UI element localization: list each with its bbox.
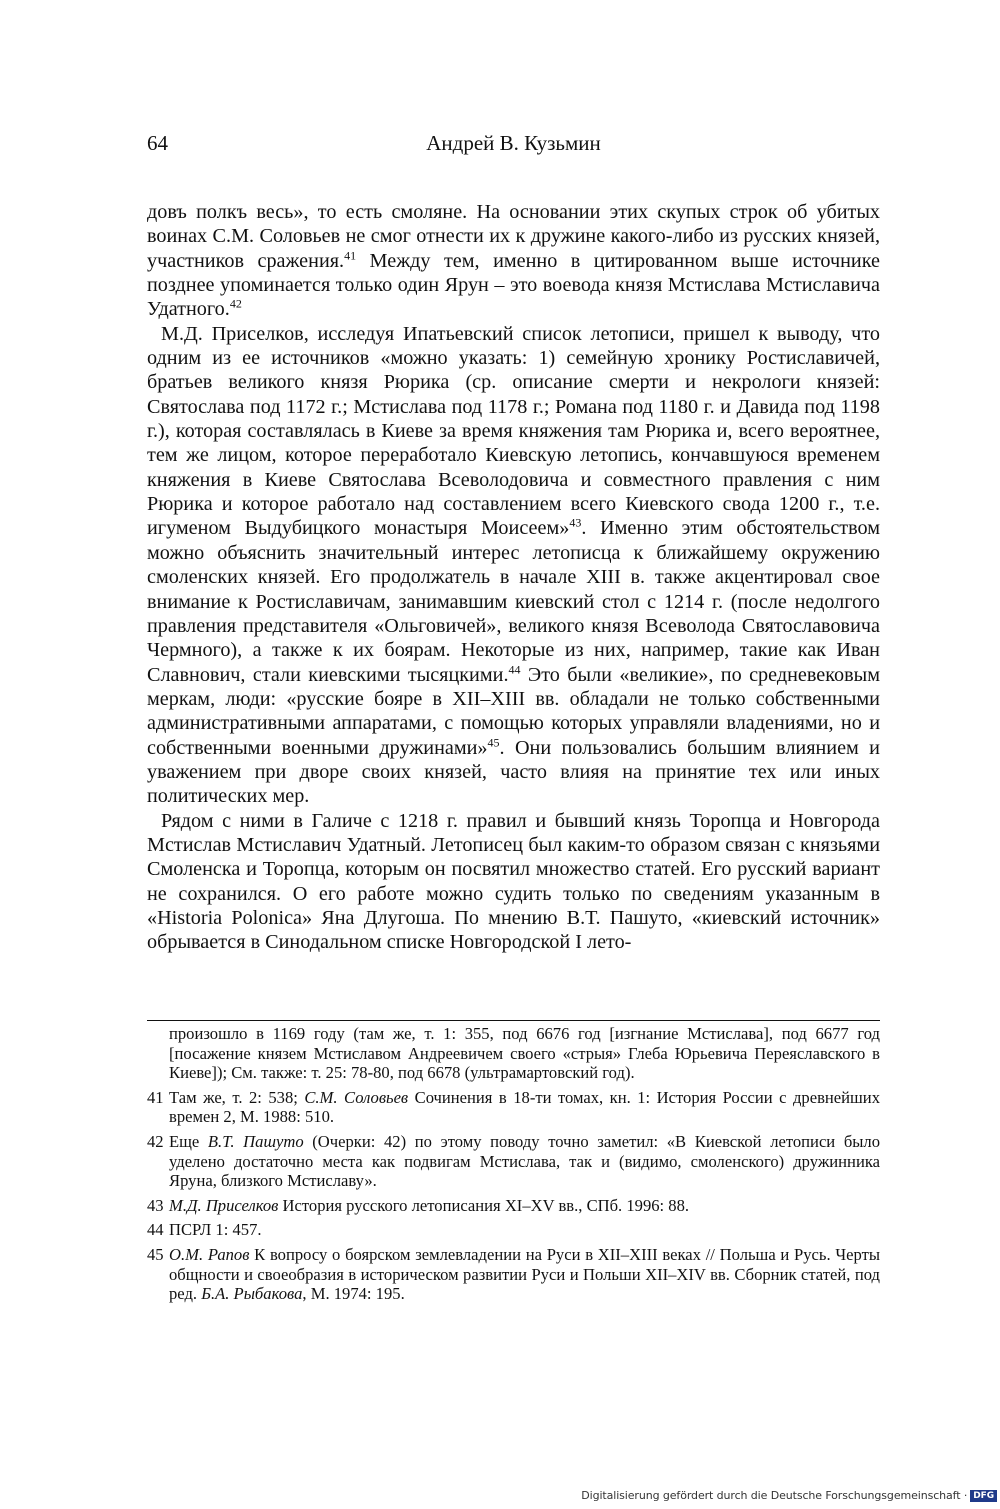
text-span: Еще <box>169 1131 208 1151</box>
footnote-43 <box>147 1196 880 1216</box>
dfg-logo: DFG <box>970 1490 997 1502</box>
footnote-separator <box>147 1020 880 1021</box>
footnote-42 <box>147 1132 880 1191</box>
author-name: М.Д. Приселков <box>169 1195 279 1215</box>
digitization-banner <box>581 1489 997 1502</box>
text-span: История русского летописания XI–XV вв., СПб. 1996: 88. <box>278 1195 690 1215</box>
footnotes <box>147 1024 880 1309</box>
text-span: Между тем, именно в цитированном выше источнике позднее упоминается только один Ярун – это воевода князя Мстислава Мстиславича Удатного. <box>147 249 880 321</box>
text-span: . Они пользовались большим влиянием и уважением при дворе своих князей, часто влияя на принятие тех или иных политических мер. <box>147 736 880 808</box>
footnote-ref-44[interactable]: 44 <box>508 661 521 676</box>
footnote-ref-45[interactable]: 45 <box>487 734 500 749</box>
text-span: (Очерки: 42) по этому поводу точно заметил: «В Киевской летописи было уделено достаточно места как подвигам Мстислава, так и (видимо, смоленского) дружинника Яруна, близкого Мстиславу». <box>169 1131 880 1191</box>
footnote-41 <box>147 1088 880 1127</box>
page-header <box>147 131 880 161</box>
footnote-number: 43 <box>147 1195 164 1215</box>
footnote-ref-42[interactable]: 42 <box>229 296 242 311</box>
text-span: М.Д. Приселков, исследуя Ипатьевский список летописи, пришел к выводу, что одним из ее источников «можно указать: 1) семейную хронику Ростиславичей, братьев великого князя Рюрика (ср. описание смерти и некрологи князей: Святослава под 1172 г.; Мстислава под 1178 г.; Романа под 1180 г. и Давида под 1198 г.), которая составлялась в Киеве за время княжения там Рюрика и, всего вероятнее, тем же лицом, которое переработало Киевскую летопись, кончавшуюся временем княжения в Киеве Святослава Всеволодовича и совместного правления с ним Рюрика и которое работало над составлением всего Киевского свода 1200 г., т.е. игуменом Выдубицкого монастыря Моисеем» <box>147 322 880 540</box>
footnote-44 <box>147 1220 880 1240</box>
editor-name: Б.А. Рыбакова <box>201 1284 303 1304</box>
text-span: довъ полкъ весь», то есть смоляне. На основании этих скупых строк об убитых воинах С.М. Соловьев не смог отнести их к дружине какого-либо из русских князей, участников сражения. <box>147 201 880 272</box>
author-name: В.Т. Пашуто <box>207 1131 304 1151</box>
body-text <box>147 200 880 955</box>
footnote-ref-41[interactable]: 41 <box>344 247 357 262</box>
footnote-45 <box>147 1245 880 1304</box>
banner-text: Digitalisierung gefördert durch die Deutsche Forschungsgemeinschaft · <box>581 1489 968 1502</box>
footnote-number: 45 <box>147 1244 164 1264</box>
footnote-number: 42 <box>147 1131 164 1151</box>
text-span: ПСРЛ 1: 457. <box>169 1220 262 1240</box>
paragraph-3: Рядом с ними в Галиче с 1218 г. правил и бывший князь Торопца и Новгорода Мстислав Мстиславич Удатный. Летописец был каким-то образом связан с князьями Смоленска и Торопца, которым он посвятил множество статей. Его русский вариант не сохранился. О его работе можно судить только по сведениям указанным в «Historia Polonica» Яна Длугоша. По мнению В.Т. Пашуто, «киевский источник» обрывается в Синодальном списке Новгородской I лето- <box>147 809 880 954</box>
text-span: Сочинения в 18-ти томах, кн. 1: История России с древнейших времен 2, М. 1988: 510. <box>169 1087 880 1127</box>
author-name: О.М. Рапов <box>169 1244 250 1264</box>
author-name: С.М. Соловьев <box>304 1087 409 1107</box>
footnote-number: 41 <box>147 1087 164 1107</box>
text-span: Это были «великие», по средневековым меркам, люди: «русские бояре в XII–XIII вв. обладали не только собственными административными аппаратами, с помощью которых управляли владениями, но и собственными военными дружинами» <box>147 663 880 759</box>
text-span: . Именно этим обстоятельством можно объяснить значительный интерес летописца к ближайшему окружению смоленских князей. Его продолжатель в начале XIII в. также акцентировал свое внимание к Ростиславичам, занимавшим киевский стол с 1214 г. (после недолгого правления представителя «Ольговичей», великого князя Всеволода Святославовича Чермного), а также к их боярам. Некоторые из них, например, такие как Иван Славнович, стали киевскими тысяцкими. <box>147 517 880 686</box>
paragraph-1 <box>147 200 880 322</box>
footnote-ref-43[interactable]: 43 <box>569 515 582 530</box>
text-span: К вопросу о боярском землевладении на Руси в XII–XIII веках // Польша и Русь. Черты общности и своеобразия в историческом развитии Руси и Польши XII–XIV вв. Сборник статей, под ред. <box>169 1244 880 1304</box>
text-span: Там же, т. 2: 538; <box>169 1087 305 1107</box>
text-span: , М. 1974: 195. <box>302 1284 405 1304</box>
footnote-continuation: произошло в 1169 году (там же, т. 1: 355, под 6676 год [изгнание Мстислава], под 6677 год [посажение князем Мстиславом Андреевичем своего «стрыя» Глеба Юрьевича Переяславского в Киеве]); См. также: т. 25: 78-80, под 6678 (ультрамартовский год). <box>169 1024 880 1083</box>
footnote-number: 44 <box>147 1220 164 1240</box>
page-number: 64 <box>147 131 168 155</box>
running-title: Андрей В. Кузьмин <box>426 131 601 155</box>
paragraph-2 <box>147 322 880 809</box>
